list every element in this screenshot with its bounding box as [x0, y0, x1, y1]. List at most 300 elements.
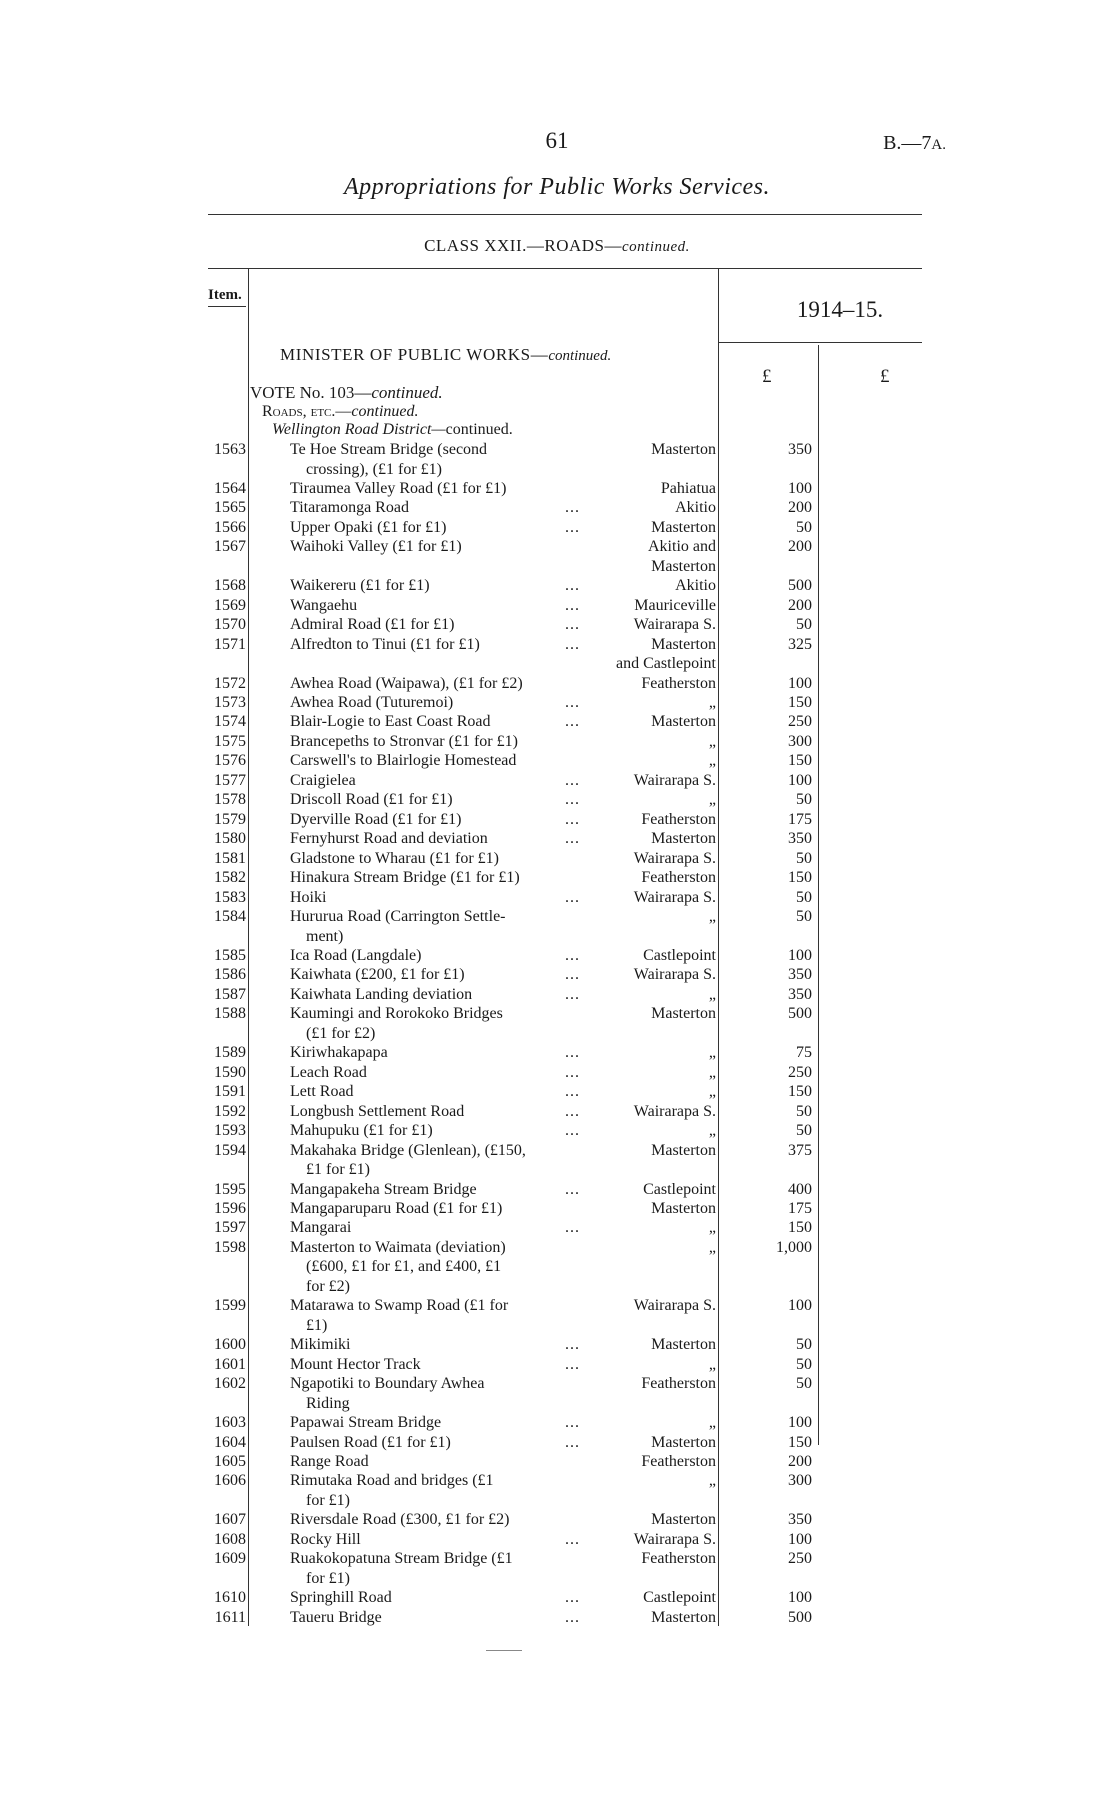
table-row	[0, 888, 1114, 908]
item-district: Wairarapa S.	[633, 849, 716, 867]
table-row	[0, 1141, 1114, 1161]
item-description: Waihoki Valley (£1 for £1)	[290, 538, 462, 556]
item-district: Wairarapa S.	[633, 616, 716, 634]
table-row	[0, 1569, 1114, 1589]
leader-dots: ...	[565, 1122, 580, 1140]
item-description: Admiral Road (£1 for £1)	[290, 616, 455, 634]
item-description: Waikereru (£1 for £1)	[290, 577, 430, 595]
item-district: „	[708, 732, 716, 750]
leader-dots: ...	[565, 1433, 580, 1451]
item-number: 1598	[214, 1238, 246, 1256]
item-description-continued: for £1)	[306, 1569, 350, 1587]
item-amount: 50	[796, 888, 812, 906]
table-row	[0, 1277, 1114, 1297]
item-description: Hinakura Stream Bridge (£1 for £1)	[290, 869, 520, 887]
item-district: „	[708, 1238, 716, 1256]
item-district: Featherston	[641, 1452, 716, 1470]
table-row	[0, 1452, 1114, 1472]
table-row	[0, 1296, 1114, 1316]
table-row	[0, 1374, 1114, 1394]
item-district: Akitio and	[648, 538, 716, 556]
leader-dots: ...	[565, 596, 580, 614]
item-district: Wairarapa S.	[633, 1297, 716, 1315]
table-row	[0, 868, 1114, 888]
leader-dots: ...	[565, 966, 580, 984]
leader-dots: ...	[565, 1102, 580, 1120]
leader-dots: ...	[565, 713, 580, 731]
item-number: 1572	[214, 674, 246, 692]
item-district: Masterton	[651, 1608, 716, 1626]
item-number: 1586	[214, 966, 246, 984]
item-description: Brancepeths to Stronvar (£1 for £1)	[290, 732, 518, 750]
item-description: Ruakokopatuna Stream Bridge (£1	[290, 1550, 513, 1568]
leader-dots: ...	[565, 1414, 580, 1431]
document-reference-suffix: A.	[931, 137, 946, 153]
item-amount: 1,000	[776, 1238, 812, 1256]
minister-heading-cont: continued.	[548, 348, 612, 364]
table-row	[0, 1530, 1114, 1550]
item-district: Featherston	[641, 869, 716, 887]
roads-heading	[262, 403, 419, 421]
item-district: Mauriceville	[634, 596, 716, 614]
table-row	[0, 518, 1114, 538]
item-description-continued: £1)	[306, 1316, 328, 1334]
table-row	[0, 654, 1114, 674]
table-row	[0, 693, 1114, 713]
item-district: Masterton	[651, 441, 716, 458]
table-row	[0, 1413, 1114, 1433]
item-description: Kaiwhata Landing deviation	[290, 985, 473, 1003]
item-amount: 200	[788, 538, 812, 556]
item-description: Alfredton to Tinui (£1 for £1)	[290, 635, 480, 653]
table-row	[0, 537, 1114, 557]
item-district: „	[708, 1044, 716, 1062]
item-amount: 50	[796, 1336, 812, 1354]
item-amount: 150	[788, 694, 812, 711]
leader-dots: ...	[565, 635, 580, 653]
table-row	[0, 1102, 1114, 1122]
table-row	[0, 985, 1114, 1005]
item-number: 1587	[214, 985, 246, 1003]
page-title: Appropriations for Public Works Services.	[343, 174, 771, 200]
table-row	[0, 615, 1114, 635]
item-number: 1584	[214, 908, 246, 925]
item-district: Castlepoint	[643, 1180, 716, 1198]
item-description: Carswell's to Blairlogie Homestead	[290, 752, 517, 770]
item-description: Dyerville Road (£1 for £1)	[290, 810, 462, 828]
item-number: 1601	[214, 1355, 246, 1373]
table-row	[0, 1180, 1114, 1200]
item-district: „	[708, 1472, 716, 1490]
item-number: 1602	[214, 1375, 246, 1393]
leader-dots: ...	[565, 1219, 580, 1237]
item-district: Masterton	[651, 1005, 716, 1023]
item-district: „	[708, 1083, 716, 1101]
item-number: 1600	[214, 1336, 246, 1354]
currency-header-2: £	[880, 366, 890, 387]
leader-dots: ...	[565, 1608, 580, 1626]
item-amount: 250	[788, 1550, 812, 1568]
leader-dots: ...	[565, 1530, 580, 1548]
item-description: Hoiki	[290, 888, 327, 906]
item-description-continued: crossing), (£1 for £1)	[306, 460, 442, 478]
table-row	[0, 1121, 1114, 1141]
item-number: 1581	[214, 849, 246, 867]
table-row	[0, 1257, 1114, 1277]
item-district: „	[708, 752, 716, 770]
currency-header-1: £	[762, 366, 772, 387]
item-district: and Castlepoint	[616, 655, 716, 673]
item-district: Masterton	[651, 1511, 716, 1529]
district-heading	[272, 421, 513, 439]
item-number: 1595	[214, 1180, 246, 1198]
item-amount: 150	[788, 869, 812, 887]
table-row	[0, 1218, 1114, 1238]
item-number: 1590	[214, 1063, 246, 1081]
item-amount: 375	[788, 1141, 812, 1159]
item-description: Fernyhurst Road and deviation	[290, 830, 488, 848]
vote-heading-cont: continued.	[371, 383, 443, 402]
item-district: Masterton	[651, 518, 716, 536]
leader-dots: ...	[565, 888, 580, 906]
item-amount: 50	[796, 1102, 812, 1120]
item-description: Titaramonga Road	[290, 499, 409, 517]
item-description: Mangapakeha Stream Bridge	[290, 1180, 477, 1198]
item-number: 1593	[214, 1122, 246, 1140]
item-district: Wairarapa S.	[633, 1530, 716, 1548]
item-amount: 350	[788, 966, 812, 984]
item-district: Masterton	[651, 1141, 716, 1159]
item-description: Paulsen Road (£1 for £1)	[290, 1433, 451, 1451]
table-row	[0, 1549, 1114, 1569]
item-description: Springhill Road	[290, 1589, 392, 1607]
item-number: 1583	[214, 888, 246, 906]
item-number: 1576	[214, 752, 246, 770]
item-description: Ngapotiki to Boundary Awhea	[290, 1375, 485, 1393]
table-row	[0, 927, 1114, 947]
item-column-header: Item.	[208, 287, 242, 303]
item-amount: 50	[796, 1355, 812, 1373]
item-amount: 350	[788, 1511, 812, 1529]
leader-dots: ...	[565, 1336, 580, 1354]
item-amount: 100	[788, 1414, 812, 1431]
item-number: 1564	[214, 479, 246, 497]
item-amount: 50	[796, 849, 812, 867]
table-row	[0, 557, 1114, 577]
item-district: Masterton	[651, 557, 716, 575]
table-row	[0, 1471, 1114, 1491]
item-amount: 75	[796, 1044, 812, 1062]
item-amount: 100	[788, 1589, 812, 1607]
table-row	[0, 460, 1114, 480]
table-row	[0, 479, 1114, 499]
item-number: 1610	[214, 1589, 246, 1607]
item-number: 1611	[214, 1608, 246, 1626]
table-row	[0, 946, 1114, 966]
item-number: 1591	[214, 1083, 246, 1101]
item-description: Driscoll Road (£1 for £1)	[290, 791, 453, 809]
item-district: Featherston	[641, 674, 716, 692]
item-header-rule	[208, 306, 246, 307]
item-description: Rimutaka Road and bridges (£1	[290, 1472, 494, 1490]
item-number: 1609	[214, 1550, 246, 1568]
item-amount: 350	[788, 830, 812, 848]
table-row	[0, 1043, 1114, 1063]
item-description: Longbush Settlement Road	[290, 1102, 465, 1120]
item-description: Mikimiki	[290, 1336, 351, 1354]
item-number: 1571	[214, 635, 246, 653]
table-row	[0, 790, 1114, 810]
page-number: 61	[545, 128, 569, 153]
class-heading-cont: continued.	[622, 239, 690, 255]
item-district: „	[708, 1414, 716, 1431]
item-amount: 350	[788, 441, 812, 458]
item-number: 1565	[214, 499, 246, 517]
table-row	[0, 1355, 1114, 1375]
item-number: 1578	[214, 791, 246, 809]
item-amount: 150	[788, 1219, 812, 1237]
item-description: Mahupuku (£1 for £1)	[290, 1122, 433, 1140]
table-row	[0, 1316, 1114, 1336]
item-description: Blair-Logie to East Coast Road	[290, 713, 491, 731]
item-district: Featherston	[641, 1550, 716, 1568]
item-description: Kaumingi and Rorokoko Bridges	[290, 1005, 503, 1023]
table-row	[0, 907, 1114, 927]
item-district: Castlepoint	[643, 947, 716, 964]
item-amount: 150	[788, 1433, 812, 1451]
item-amount: 350	[788, 985, 812, 1003]
item-district: Featherston	[641, 810, 716, 828]
leader-dots: ...	[565, 1180, 580, 1198]
class-heading	[0, 236, 1114, 256]
item-description-continued: ment)	[306, 927, 344, 945]
item-amount: 175	[788, 810, 812, 828]
table-row	[0, 1063, 1114, 1083]
item-district: Masterton	[651, 1336, 716, 1354]
item-description: Mount Hector Track	[290, 1355, 421, 1373]
table-row	[0, 1004, 1114, 1024]
table-row	[0, 1394, 1114, 1414]
leader-dots: ...	[565, 518, 580, 536]
table-row	[0, 712, 1114, 732]
district-heading-cont: continued.	[445, 421, 513, 438]
item-number: 1607	[214, 1511, 246, 1529]
item-description: Matarawa to Swamp Road (£1 for	[290, 1297, 509, 1315]
item-number: 1596	[214, 1199, 246, 1217]
table-row	[0, 1082, 1114, 1102]
item-number: 1589	[214, 1044, 246, 1062]
item-number: 1594	[214, 1141, 246, 1159]
item-amount: 200	[788, 1452, 812, 1470]
item-district: „	[708, 1063, 716, 1081]
item-description: Kiriwhakapapa	[290, 1044, 388, 1062]
item-number: 1592	[214, 1102, 246, 1120]
item-amount: 100	[788, 479, 812, 497]
document-reference	[883, 132, 946, 155]
item-number: 1575	[214, 732, 246, 750]
item-district: Akitio	[675, 499, 716, 517]
table-row	[0, 1238, 1114, 1258]
item-number: 1608	[214, 1530, 246, 1548]
item-number: 1566	[214, 518, 246, 536]
item-amount: 50	[796, 791, 812, 809]
year-header: 1914–15.	[796, 297, 884, 322]
minister-heading-text: MINISTER OF PUBLIC WORKS—	[280, 345, 549, 364]
roads-heading-text: Roads, etc.—	[262, 403, 352, 420]
item-amount: 50	[796, 1122, 812, 1140]
item-district: Wairarapa S.	[633, 966, 716, 984]
table-row	[0, 674, 1114, 694]
table-row	[0, 1335, 1114, 1355]
item-district: Masterton	[651, 830, 716, 848]
table-row	[0, 810, 1114, 830]
item-amount: 100	[788, 947, 812, 964]
item-description: Range Road	[290, 1452, 369, 1470]
title-rule	[208, 214, 922, 215]
item-description: Lett Road	[290, 1083, 354, 1101]
leader-dots: ...	[565, 1063, 580, 1081]
table-row	[0, 635, 1114, 655]
item-description: Hururua Road (Carrington Settle-	[290, 908, 506, 925]
item-amount: 500	[788, 1005, 812, 1023]
item-district: Wairarapa S.	[633, 888, 716, 906]
item-number: 1605	[214, 1452, 246, 1470]
item-number: 1603	[214, 1414, 246, 1431]
item-amount: 175	[788, 1199, 812, 1217]
item-number: 1597	[214, 1219, 246, 1237]
item-district: Castlepoint	[643, 1589, 716, 1607]
item-number: 1567	[214, 538, 246, 556]
leader-dots: ...	[565, 499, 580, 517]
item-number: 1568	[214, 577, 246, 595]
item-number: 1569	[214, 596, 246, 614]
item-amount: 50	[796, 1375, 812, 1393]
item-amount: 100	[788, 1530, 812, 1548]
leader-dots: ...	[565, 1044, 580, 1062]
roads-heading-cont: continued.	[351, 403, 419, 420]
item-description: Wangaehu	[290, 596, 358, 614]
item-amount: 250	[788, 1063, 812, 1081]
leader-dots: ...	[565, 771, 580, 789]
item-description: Rocky Hill	[290, 1530, 361, 1548]
item-description-continued: (£1 for £2)	[306, 1024, 376, 1042]
vote-heading-text: VOTE No. 103—	[250, 383, 372, 402]
item-amount: 250	[788, 713, 812, 731]
item-amount: 100	[788, 771, 812, 789]
item-amount: 400	[788, 1180, 812, 1198]
item-amount: 325	[788, 635, 812, 653]
item-description: Craigielea	[290, 771, 356, 789]
table-row	[0, 771, 1114, 791]
item-description: Awhea Road (Tuturemoi)	[290, 694, 454, 711]
item-description: Mangarai	[290, 1219, 352, 1237]
item-number: 1574	[214, 713, 246, 731]
item-district: Masterton	[651, 635, 716, 653]
item-amount: 150	[788, 752, 812, 770]
item-description: Masterton to Waimata (deviation)	[290, 1238, 506, 1256]
item-district: „	[708, 694, 716, 711]
leader-dots: ...	[565, 616, 580, 634]
item-number: 1570	[214, 616, 246, 634]
item-number: 1580	[214, 830, 246, 848]
item-description: Gladstone to Wharau (£1 for £1)	[290, 849, 499, 867]
item-amount: 500	[788, 1608, 812, 1626]
document-reference-main: B.—7	[883, 132, 932, 154]
item-amount: 500	[788, 577, 812, 595]
item-amount: 100	[788, 1297, 812, 1315]
leader-dots: ...	[565, 1083, 580, 1101]
item-number: 1577	[214, 771, 246, 789]
item-amount: 300	[788, 732, 812, 750]
table-row	[0, 829, 1114, 849]
item-description: Mangaparuparu Road (£1 for £1)	[290, 1199, 503, 1217]
item-amount: 200	[788, 499, 812, 517]
item-number: 1585	[214, 947, 246, 964]
year-header-rule	[718, 342, 922, 343]
item-district: Masterton	[651, 1199, 716, 1217]
leader-dots: ...	[565, 791, 580, 809]
item-district: Wairarapa S.	[633, 771, 716, 789]
item-district: Wairarapa S.	[633, 1102, 716, 1120]
leader-dots: ...	[565, 830, 580, 848]
item-amount: 100	[788, 674, 812, 692]
leader-dots: ...	[565, 985, 580, 1003]
item-amount: 300	[788, 1472, 812, 1490]
leader-dots: ...	[565, 810, 580, 828]
table-row	[0, 1510, 1114, 1530]
leader-dots: ...	[565, 1589, 580, 1607]
table-row	[0, 596, 1114, 616]
leader-dots: ...	[565, 947, 580, 964]
item-district: „	[708, 1219, 716, 1237]
table-row	[0, 751, 1114, 771]
table-row	[0, 440, 1114, 460]
item-district: „	[708, 985, 716, 1003]
table-row	[0, 849, 1114, 869]
item-amount: 50	[796, 908, 812, 925]
item-description: Leach Road	[290, 1063, 367, 1081]
table-row	[0, 732, 1114, 752]
leader-dots: ...	[565, 694, 580, 711]
item-number: 1606	[214, 1472, 246, 1490]
footer-rule	[486, 1650, 522, 1651]
item-description: Papawai Stream Bridge	[290, 1414, 442, 1431]
item-description: Riversdale Road (£300, £1 for £2)	[290, 1511, 510, 1529]
item-number: 1563	[214, 441, 246, 458]
item-description: Ica Road (Langdale)	[290, 947, 422, 964]
item-description: Taueru Bridge	[290, 1608, 382, 1626]
item-description-continued: (£600, £1 for £1, and £400, £1	[306, 1258, 502, 1276]
item-district: „	[708, 908, 716, 925]
item-amount: 50	[796, 518, 812, 536]
item-number: 1604	[214, 1433, 246, 1451]
item-description: Te Hoe Stream Bridge (second	[290, 441, 488, 458]
item-amount: 150	[788, 1083, 812, 1101]
item-description: Tiraumea Valley Road (£1 for £1)	[290, 479, 507, 497]
item-description: Upper Opaki (£1 for £1)	[290, 518, 447, 536]
item-number: 1579	[214, 810, 246, 828]
item-district: „	[708, 1122, 716, 1140]
item-district: Akitio	[675, 577, 716, 595]
item-district: Masterton	[651, 1433, 716, 1451]
item-district: Pahiatua	[660, 479, 716, 497]
item-description-continued: for £1)	[306, 1491, 350, 1509]
item-description: Awhea Road (Waipawa), (£1 for £2)	[290, 674, 523, 692]
item-district: Masterton	[651, 713, 716, 731]
leader-dots: ...	[565, 1355, 580, 1373]
item-description-continued: Riding	[306, 1394, 350, 1412]
table-row	[0, 1491, 1114, 1511]
